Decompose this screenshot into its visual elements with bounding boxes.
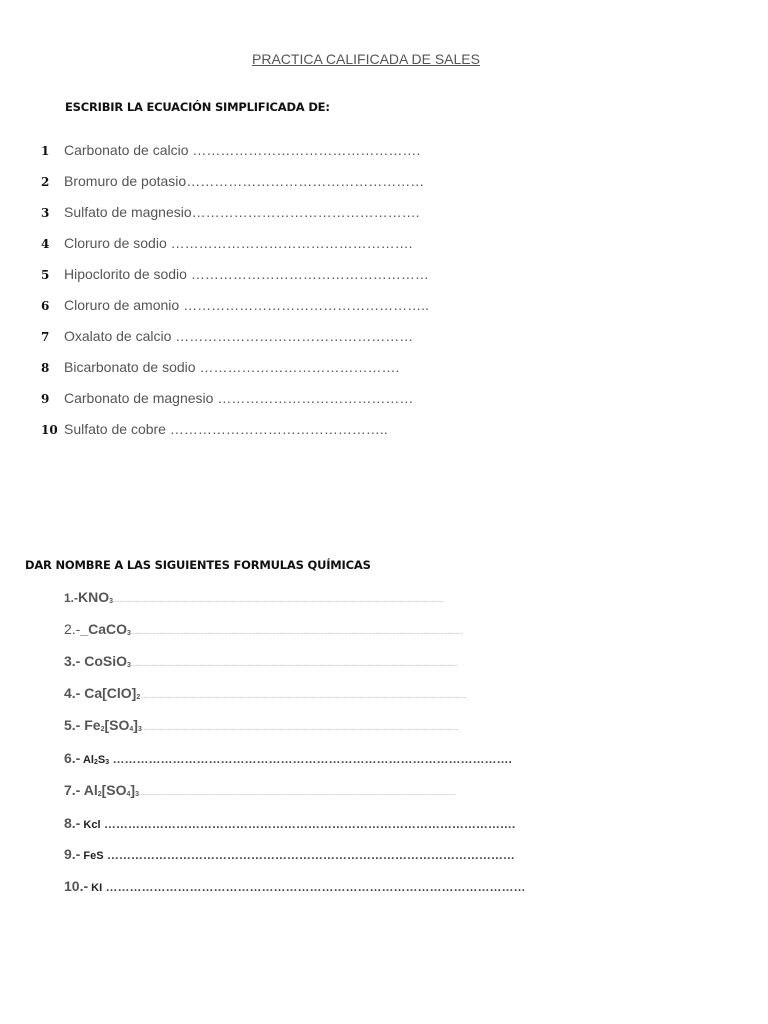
formula-item [64, 878, 526, 894]
chemical-formula [80, 685, 140, 701]
salt-name: Oxalato de calcio [64, 328, 176, 344]
formula-part: 2 [100, 726, 105, 733]
chemical-formula [80, 621, 131, 637]
chemical-formula [80, 653, 131, 669]
formula-part: KI [88, 882, 103, 894]
answer-blank: ……………………………………………. [170, 235, 413, 251]
formula-item [64, 846, 515, 862]
chemical-formula [78, 589, 113, 605]
formula-part: KNO [78, 589, 110, 605]
formula-part: [SO [101, 782, 127, 798]
page-title: PRACTICA CALIFICADA DE SALES [252, 51, 480, 67]
item-number: 1 [41, 144, 50, 158]
section2-heading: DAR NOMBRE A LAS SIGUIENTES FORMULAS QUÍMICAS [25, 558, 371, 572]
salt-name: Sulfato de cobre [64, 421, 170, 437]
salt-name: Cloruro de sodio [64, 235, 171, 251]
answer-blank: ………………………………………………………………………………………. [109, 752, 512, 766]
formula-part: Kcl [80, 819, 101, 831]
salt-name: Cloruro de amonio [64, 297, 184, 313]
formula-part: ] [133, 717, 138, 733]
formula-part: 2 [97, 791, 102, 798]
item-text [64, 235, 413, 251]
salt-name: Hipoclorito de sodio [64, 266, 191, 282]
formula-item [64, 653, 457, 669]
formula-part: Fe [80, 717, 101, 733]
item-number: 4 [41, 237, 50, 251]
item-text [64, 204, 420, 220]
formula-part: S [97, 754, 106, 766]
formula-part: 3 [127, 630, 131, 637]
item-number: 8 [41, 361, 50, 375]
item-text [64, 266, 429, 282]
item-number: 5 [41, 268, 50, 282]
item-number: 6.- [64, 750, 81, 766]
answer-blank: …………………………………………………………………………………………. [100, 817, 516, 831]
item-number: 9 [41, 392, 50, 406]
formula-part: Ca[ClO] [80, 685, 137, 701]
formula-part: 2 [94, 759, 98, 766]
formula-part: 2 [136, 694, 141, 701]
chemical-formula [80, 782, 139, 798]
item-number: 6 [41, 299, 50, 313]
answer-blank: …………………………………………………………………………………………………………………………………………………………………………………… [130, 662, 458, 668]
salt-name: Sulfato de magnesio [64, 204, 192, 220]
salt-name: Bicarbonato de sodio [64, 359, 200, 375]
item-number: 10 [41, 423, 58, 437]
formula-item [64, 589, 444, 605]
item-text [64, 142, 421, 158]
salt-name: Carbonato de calcio [64, 142, 193, 158]
item-number: 9.- [64, 846, 81, 862]
item-number: 2.- [64, 621, 81, 637]
formula-part: Al [80, 754, 94, 766]
item-number: 1.- [64, 591, 79, 605]
item-number: 2 [41, 175, 50, 189]
salt-name: Bromuro de potasio [64, 173, 187, 189]
item-number: 10.- [64, 878, 89, 894]
answer-blank: ………………………………………………………………………………………… [103, 848, 515, 862]
formula-item [64, 685, 467, 701]
formula-part: Al [80, 782, 98, 798]
answer-blank: …………………………………………………………………………………………………………………………………………………………………………………… [140, 694, 467, 700]
formula-item [64, 717, 459, 733]
item-number: 3.- [64, 653, 81, 669]
formula-part: 3 [127, 662, 131, 669]
chemical-formula [80, 717, 142, 733]
formula-part: _CaCO [80, 621, 128, 637]
formula-part: 3 [137, 726, 142, 733]
formula-part: 4 [129, 726, 134, 733]
answer-blank: …………………………………………….. [183, 297, 429, 313]
formula-item [64, 815, 515, 831]
item-number: 5.- [64, 717, 81, 733]
salt-name: Carbonato de magnesio [64, 390, 218, 406]
answer-blank: …………………………………………… [175, 328, 414, 344]
answer-blank: ……………………………………………………………………………………………………………………………………………………………………………………… [130, 630, 463, 636]
formula-item [64, 750, 512, 766]
answer-blank: …………………………………… [217, 390, 414, 406]
answer-blank: …………………………………………………………………………………………… [102, 880, 526, 894]
formula-item [64, 782, 456, 798]
formula-part: ] [130, 782, 136, 798]
answer-blank: ……………………………………….. [169, 421, 388, 437]
chemical-formula [80, 815, 100, 831]
item-number: 4.- [64, 685, 81, 701]
item-number: 3 [41, 206, 50, 220]
answer-blank: …………………………………………… [186, 173, 425, 189]
formula-part: [SO [104, 717, 130, 733]
answer-blank: …………………………………………… [190, 266, 429, 282]
formula-item [64, 621, 462, 637]
formula-part: CoSiO [80, 653, 128, 669]
formula-part: FeS [80, 850, 104, 862]
item-number: 8.- [64, 815, 81, 831]
item-text [64, 328, 414, 344]
chemical-formula [80, 750, 109, 766]
item-text [64, 421, 388, 437]
item-text [64, 359, 400, 375]
answer-blank: ……………………………………………………………………………………………………………………………………………………………………………………… [113, 598, 445, 604]
chemical-formula [80, 846, 103, 862]
item-text [64, 297, 429, 313]
item-text [64, 173, 425, 189]
item-text [64, 390, 414, 406]
formula-part: 3 [105, 759, 110, 766]
formula-part: 4 [126, 791, 131, 798]
chemical-formula [88, 878, 102, 894]
answer-blank: ……………………………………………………………………………………………………………………………………………………………………………… [139, 791, 456, 797]
answer-blank: …………………………………………. [191, 204, 420, 220]
item-number: 7 [41, 330, 50, 344]
formula-part: 3 [109, 598, 114, 605]
answer-blank: ……………………………………………………………………………………………………………………………………………………………………………… [141, 726, 459, 732]
answer-blank: ……………………………………. [199, 359, 400, 375]
formula-part: 3 [135, 791, 139, 798]
item-number: 7.- [64, 782, 81, 798]
answer-blank: …………………………………………. [192, 142, 421, 158]
section1-heading: ESCRIBIR LA ECUACIÓN SIMPLIFICADA DE: [65, 100, 330, 114]
